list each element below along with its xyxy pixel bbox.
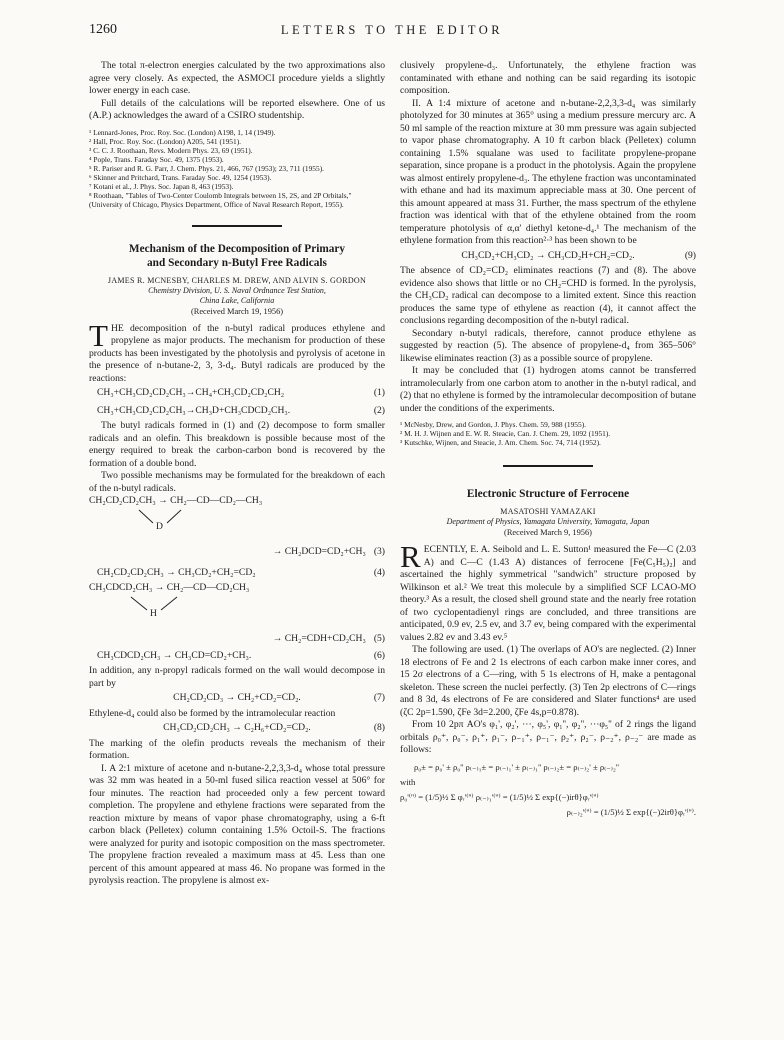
equation-number: (1) xyxy=(373,387,385,398)
article-title-line: and Secondary n-Butyl Free Radicals xyxy=(147,256,327,269)
article-affiliation: Chemistry Division, U. S. Naval Ordnance Test Station, xyxy=(148,285,326,295)
mechanism-atom: H xyxy=(150,608,157,619)
body-paragraph: The marking of the olefin products reveals the mechanism of their formation. xyxy=(89,737,385,761)
body-text: HE decomposition of the n-butyl radical produces ethylene and propylene as major products. The mechanism for production of these products has been investigated by the photolysis and pyrolysis of acetone in the presence of n-butane-2, 3, 3-d₄. Butyl radicals are produced by the reactions: xyxy=(89,322,385,384)
reference: ⁸ Roothaan, "Tables of Two-Center Coulomb Integrals between 1S, 2S, and 2P Orbitals," (University of Chicago, Physics Department, Office of Naval Research Report, 1955). xyxy=(89,190,352,209)
mechanism-structure: CH₃CDCD₂CH₃ → CH₂—CD—CD₂CH₃ xyxy=(89,582,250,593)
body-paragraph: The butyl radicals formed in (1) and (2) decompose to form smaller radicals and an olefin. This breakdown is possible because most of the energy required to break the carbon-carbon bond is recovered by the formation of a double bond. xyxy=(89,420,385,469)
equation-text: CH₃CDCD₂CH₃ → CH₃CD=CD₂+CH₃. xyxy=(97,649,252,661)
section-divider xyxy=(503,465,593,467)
article-author: MASATOSHI YAMAZAKI xyxy=(500,507,596,516)
equation-text: CH₃+CH₃CD₂CD₂CH₃→CH₄+CH₃CD₂CD₂CH₂ xyxy=(97,387,285,398)
body-text: ECENTLY, E. A. Seibold and L. E. Sutton¹ measured the Fe—C (2.03 A) and C—C (1.43 A) distances of ferrocene [Fe(C₅H₅)₂] and ascertained the highly symmetrical "sandwich" structure proposed by Wilkinson et al.² We treat this molecule by a simplified SCF LCAO-MO theory.³ As a result, the closed shell ground state and the nearly free rotation of two cyclopentadienyl rings are concluded, and three transitions are anticipated, 0.9 ev, 2.5 ev, and 3.7 ev, being compared with the experimental values 2.82 ev and 3.43 ev.⁵ xyxy=(400,544,696,643)
equation-text: → CH₂=CDH+CD₂CH₃ xyxy=(272,633,366,644)
reference: ² M. H. J. Wijnen and E. W. R. Steacie, Can. J. Chem. 29, 1092 (1951). xyxy=(400,429,611,438)
prev-paragraph: The total π-electron energies calculated by the two approximations also agree very closely. As expected, the ASMOCI procedure yields a slightly lower energy in each case. xyxy=(89,60,385,96)
orbital-equations xyxy=(400,760,696,820)
reference: ⁵ R. Pariser and R. G. Parr, J. Chem. Phys. 21, 466, 767 (1953); 23, 711 (1955). xyxy=(89,163,325,173)
received-date: (Received March 19, 1956) xyxy=(190,306,284,316)
equation-number: (4) xyxy=(373,566,385,578)
equation xyxy=(89,565,385,583)
equation-text: CH₃+CH₃CD₂CD₂CH₃→CH₃D+CH₃CDCD₂CH₃. xyxy=(97,404,291,416)
mechanism-3 xyxy=(89,495,385,545)
article-references xyxy=(400,420,696,447)
received-date: (Received March 9, 1956) xyxy=(504,528,592,537)
body-paragraph xyxy=(89,317,385,386)
equation-text: CH₂CD₂CD₂CH₃ → CH₃CD₂+CH₂=CD₂ xyxy=(97,566,256,578)
equation xyxy=(89,545,385,561)
right-column xyxy=(400,60,696,820)
prev-references xyxy=(89,128,385,209)
body-paragraph: From 10 2pπ AO's φ₁', φ₂', ···, φ₅', φ₁'', φ₂'', ···φ₅'' of 2 rings the ligand orbitals ρ₀⁺, ρ₀⁻, ρ₁⁺, ρ₁⁻, ρ₋₁⁺, ρ₋₁⁻, ρ₂⁺, ρ₂⁻, ρ₋₂⁺, ρ₋₂⁻ are made as follows: xyxy=(400,719,696,755)
orbital-equation: ρ₀'⁽''⁾ = (1/5)½ Σ φᵣ'⁽''⁾ ρ₍₋₎₁'⁽''⁾ = (1/5)½ Σ exp{(−)irθ}φᵣ'⁽''⁾ xyxy=(400,791,599,802)
body-paragraph: Ethylene-d₄ could also be formed by the intramolecular reaction xyxy=(89,707,336,719)
reference: ¹ McNesby, Drew, and Gordon, J. Phys. Chem. 59, 988 (1955). xyxy=(400,420,587,429)
orbital-equation: ρ₀± = ρ₀' ± ρ₀'' ρ₍₋₎₁± = ρ₍₋₎₁' ± ρ₍₋₎₁'' ρ₍₋₎₂± = ρ₍₋₎₂' ± ρ₍₋₎₂'' xyxy=(414,761,619,772)
left-column xyxy=(89,60,385,888)
bond-lines xyxy=(89,582,209,622)
page-header xyxy=(89,22,695,40)
article-affiliation: China Lake, California xyxy=(199,295,275,305)
body-paragraph: It may be concluded that (1) hydrogen atoms cannot be transferred intramolecularly from one carbon atom to another in the n-butyl radical, and (2) that no ethylene is formed by the intramolecular decomposition of butane under the conditions of the experiments. xyxy=(400,365,696,414)
orbital-equation: ρ₍₋₎₂'⁽''⁾ = (1/5)½ Σ exp{(−)2irθ}φᵣ'⁽''⁾. xyxy=(566,806,696,817)
equation xyxy=(89,403,385,421)
reference: ² Hall, Proc. Roy. Soc. (London) A205, 541 (1951). xyxy=(89,136,241,146)
article-title xyxy=(89,242,385,270)
equation-text: CH₃CD₂+CH₃CD₂ → CH₃CD₂H+CH₂=CD₂. xyxy=(461,249,635,261)
page-number: 1260 xyxy=(89,22,117,37)
prev-paragraph: Full details of the calculations will be reported elsewhere. One of us (A.P.) acknowledges the award of a CSIRO studentship. xyxy=(89,97,385,121)
running-title: LETTERS TO THE EDITOR xyxy=(280,23,504,37)
body-paragraph xyxy=(400,539,696,644)
article-title: Electronic Structure of Ferrocene xyxy=(466,488,630,500)
body-paragraph: II. A 1:4 mixture of acetone and n-butane-2,2,3,3-d₄ was similarly photolyzed for 30 minutes at 365° using a medium pressure mercury arc. A 50 ml sample of the reaction mixture at 30 mm pressure was again subjected to vapor phase chromatography. A 10 ft carbon black (Pelletex) column containing 1.5% squalane was used to facilitate propylene-propane separation, since propane is a product in the photolysis. Again the propylene was almost entirely propylene-d₃. The ethylene fraction was uncontaminated with ethane and had its maximum appreciable mass at 30. One percent of this amount appeared at mass 31. Further, the mass spectrum of the ethylene fraction was identical with that of the ethylene obtained from the room temperature photolysis of α,α' diethyl ketone-d₄.¹ The mechanism of the ethylene formation from this reaction²·³ has been shown to be xyxy=(400,97,696,246)
equation-number: (3) xyxy=(373,546,385,557)
equation-number: (5) xyxy=(373,633,385,644)
reference: ³ C. C. J. Roothaan, Revs. Modern Phys. 23, 69 (1951). xyxy=(89,145,253,155)
mechanism-5 xyxy=(89,582,385,632)
reference: ³ Kutschke, Wijnen, and Steacie, J. Am. Chem. Soc. 74, 714 (1952). xyxy=(400,438,601,447)
equation xyxy=(89,648,385,666)
drop-cap: T xyxy=(89,317,108,353)
orbital-with: with xyxy=(400,776,416,787)
equation-number: (9) xyxy=(684,249,696,261)
reference: ⁷ Kotani et al., J. Phys. Soc. Japan 8, 463 (1953). xyxy=(89,181,234,191)
mechanism-structure: CH₂CD₂CD₂CH₃ → CH₂—CD—CD₂—CH₃ xyxy=(89,495,263,506)
article-title-line: Mechanism of the Decomposition of Primary xyxy=(128,242,346,255)
section-divider xyxy=(192,225,282,227)
equation-number: (2) xyxy=(373,404,385,416)
body-paragraph: clusively propylene-d₃. Unfortunately, the ethylene fraction was contaminated with ethane and nothing can be said regarding its isotopic composition. xyxy=(400,60,696,96)
mechanism-atom: D xyxy=(156,521,163,532)
article-affiliation: Department of Physics, Yamagata University, Yamagata, Japan xyxy=(446,517,650,526)
equation-number: (6) xyxy=(373,649,385,661)
equation-text: → CH₂DCD=CD₂+CH₃ xyxy=(272,546,366,557)
reference: ¹ Lennard-Jones, Proc. Roy. Soc. (London) A198, 1, 14 (1949). xyxy=(89,127,276,137)
reference: ⁶ Skinner and Pritchard, Trans. Faraday Soc. 49, 1254 (1953). xyxy=(89,172,272,182)
body-paragraph: In addition, any n-propyl radicals formed on the wall would decompose in part by xyxy=(89,665,385,689)
equation-text: CH₃CD₂CD₂CH₃ → C₂H₆+CD₂=CD₂. xyxy=(163,722,311,733)
equation-number: (8) xyxy=(373,722,385,733)
equation xyxy=(89,632,385,648)
equation xyxy=(89,690,385,708)
body-paragraph: The following are used. (1) The overlaps of AO's are neglected. (2) Inner 18 electrons of Fe and 2 1s electrons of each carbon make inner cores, and 15 2σ electrons of a C—ring, with 5 1s electrons of H, make a pentagonal skeleton. These screen the nuclei perfectly. (3) Ten 2p electrons of C—rings and 8 3d, 4s electrons of Fe are considered and Slater functions⁴ are used (ζC 2p=1.590, ζFe 3d=2.200, ζFe 4s,p=0.878). xyxy=(400,644,696,718)
body-paragraph: The absence of CD₂=CD₂ eliminates reactions (7) and (8). The above evidence also shows that little or no CH₂=CHD is formed. In the pyrolysis, the CH₃CD₂ radical can decompose to a limited extent. Since this reaction produces the same type of ethylene as reaction (4), it cannot affect the conclusions regarding decomposition of the n-butyl radical. xyxy=(400,265,696,326)
body-paragraph: Two possible mechanisms may be formulated for the breakdown of each of the n-butyl radicals. xyxy=(89,470,385,494)
equation xyxy=(89,385,385,403)
equation-text: CH₂CD₂CD₃ → CH₂+CD₂=CD₂. xyxy=(173,692,301,703)
body-paragraph: Secondary n-butyl radicals, therefore, cannot produce ethylene as suggested by reaction (5). The absence of propylene-d₄ from 365–506° likewise eliminates reaction (3) as a possible source of propylene. xyxy=(400,327,696,364)
equation xyxy=(89,720,385,738)
body-paragraph: I. A 2:1 mixture of acetone and n-butane-2,2,3,3-d₄ whose total pressure was 32 mm was heated in a 50-ml fused silica reaction vessel at 506° for four minutes. The reaction had proceeded only a few percent toward completion. The propylene and ethylene fractions were separated from the reaction mixture by means of vapor phase chromatography, using a 6-ft carbon black (Pelletex) column containing 1.5% Octoil-S. The fractions were analyzed for purity and isotopic composition on the mass spectrometer. The propylene fraction revealed a maximum mass at 45. Less than one percent of this amount appeared at mass 46. No propane was formed in the pyrolysis reaction. The propylene is almost ex- xyxy=(89,762,385,886)
bond-lines xyxy=(89,495,209,535)
reference: ⁴ Pople, Trans. Faraday Soc. 49, 1375 (1953). xyxy=(89,154,224,164)
equation xyxy=(400,248,696,266)
equation-number: (7) xyxy=(373,692,385,703)
article-authors: JAMES R. MCNESBY, CHARLES M. DREW, AND ALVIN S. GORDON xyxy=(107,275,367,285)
drop-cap: R xyxy=(400,539,421,574)
